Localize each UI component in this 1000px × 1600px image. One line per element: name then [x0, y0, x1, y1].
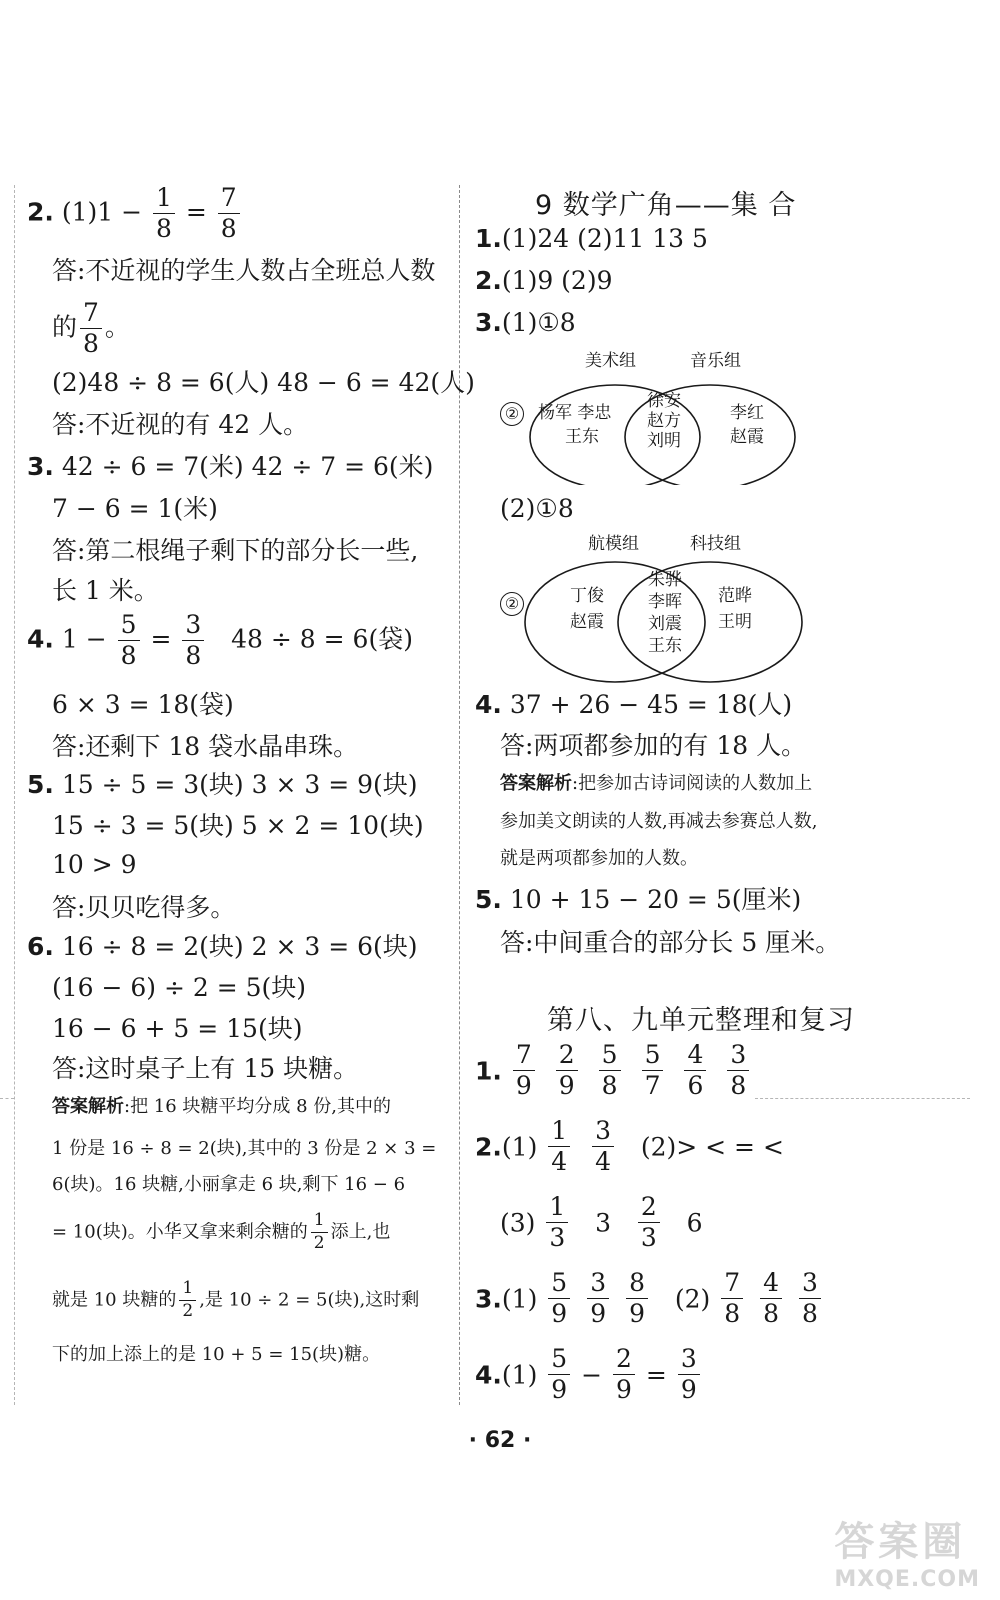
page-number: · 62 · [468, 1428, 532, 1453]
q6-answer: 答:这时桌子上有 15 块糖。 [52, 1054, 359, 1083]
q2-part2: (2)48 ÷ 8 = 6(人) 48 − 6 = 42(人) [52, 368, 475, 397]
q6-line3: 16 − 6 + 5 = 15(块) [52, 1014, 303, 1043]
q3-answer-line1: 答:第二根绳子剩下的部分长一些, [52, 536, 419, 565]
fraction: $\frac{4}{8}$ [760, 1270, 782, 1328]
venn2-right-only-2: 王明 [718, 612, 752, 632]
r-q3-part1: 3.(1)①8 [475, 308, 576, 337]
fraction: $\frac{1}{8}$ [153, 185, 175, 243]
q5-line1: 5. 15 ÷ 5 = 3(块) 3 × 3 = 9(块) [27, 770, 418, 799]
q2-part1: 2. (1)1 − $\frac{1}{8}$ = $\frac{7}{8}$ [27, 185, 243, 243]
fraction: $\frac{5}{8}$ [599, 1042, 621, 1100]
q6-note-line1: 答案解析:把 16 块糖平均分成 8 份,其中的 [52, 1096, 392, 1117]
fraction: $\frac{3}{8}$ [799, 1270, 821, 1328]
venn-diagram-1 [500, 345, 820, 485]
q5-line3: 10 > 9 [52, 850, 137, 879]
fraction: $\frac{5}{9}$ [548, 1270, 570, 1328]
fraction: $\frac{1}{2}$ [179, 1280, 196, 1321]
left-tick-rule [0, 1098, 14, 1099]
r-q4: 4. 37 + 26 − 45 = 18(人) [475, 690, 793, 719]
venn2-right-only-1: 范晔 [718, 586, 752, 606]
fraction: $\frac{2}{9}$ [613, 1346, 635, 1404]
venn-diagram-2 [500, 530, 820, 690]
rv3-part2-fractions [718, 1268, 824, 1329]
watermark-logo: 答案圈 MXQE.COM [834, 1519, 980, 1592]
venn1-left-only-2: 王东 [565, 427, 599, 447]
q5-answer: 答:贝贝吃得多。 [52, 893, 236, 922]
q4-line1: 4. 1 − $\frac{5}{8}$ = $\frac{3}{8}$ 48 ÷ 8 = 6(袋) [27, 610, 413, 671]
section-title: 9 数学广角——集 合 [535, 190, 797, 221]
q2-answer2: 答:不近视的有 42 人。 [52, 410, 309, 439]
q3-answer-line2: 长 1 米。 [52, 576, 159, 605]
fraction: $\frac{3}{9}$ [678, 1346, 700, 1404]
q6-note-line3: 6(块)。16 块糖,小丽拿走 6 块,剩下 16 − 6 [52, 1174, 406, 1195]
rv-q4: 4.(1) $\frac{5}{9}$ − $\frac{2}{9}$ = $\frac{3}{9}$ [475, 1346, 703, 1404]
q3-line1: 3. 42 ÷ 6 = 7(米) 42 ÷ 7 = 6(米) [27, 452, 434, 481]
fraction: $\frac{2}{3}$ [638, 1194, 660, 1252]
q2-answer1-line1: 答:不近视的学生人数占全班总人数 [52, 256, 436, 285]
q6-line1: 6. 16 ÷ 8 = 2(块) 2 × 3 = 6(块) [27, 932, 418, 961]
rv3-part1-fractions [545, 1268, 651, 1329]
venn1-right-only-1: 李红 [730, 403, 764, 423]
fraction: $\frac{7}{8}$ [218, 185, 240, 243]
q4-answer: 答:还剩下 18 袋水晶串珠。 [52, 732, 359, 761]
q2-answer1-line2: 的 $\frac{7}{8}$ 。 [52, 298, 130, 359]
venn1-both-2: 赵方 [647, 411, 681, 431]
review-title: 第八、九单元整理和复习 [547, 1005, 855, 1036]
fraction: $\frac{3}{8}$ [182, 612, 204, 670]
q6-line2: (16 − 6) ÷ 2 = 5(块) [52, 973, 307, 1002]
q5-line2: 15 ÷ 3 = 5(块) 5 × 2 = 10(块) [52, 811, 424, 840]
rv-q1: 1. $\frac{7}{9}$ $\frac{2}{9}$ $\frac{5}{8}$ $\frac{5}{7}$ $\frac{4}{6}$ $\frac{3}{8}$ [475, 1042, 752, 1100]
venn2-left-only-2: 赵霞 [570, 612, 604, 632]
fraction: $\frac{1}{2}$ [311, 1212, 328, 1253]
fraction: $\frac{1}{3}$ [546, 1194, 568, 1252]
rv-q3: 3.(1) $\frac{5}{9}$ $\frac{3}{9}$ $\frac{8}{9}$ (2) $\frac{7}{8}$ $\frac{4}{8}$ $\frac{3}{8}$ [475, 1270, 824, 1328]
venn2-left-label: 航模组 [588, 534, 639, 554]
fraction: $\frac{5}{9}$ [548, 1346, 570, 1404]
fraction: $\frac{7}{8}$ [721, 1270, 743, 1328]
venn2-both-4: 王东 [648, 636, 682, 656]
fraction: $\frac{1}{4}$ [548, 1118, 570, 1176]
venn1-both-1: 徐安 [647, 391, 681, 411]
fraction: $\frac{3}{4}$ [592, 1118, 614, 1176]
venn1-right-only-2: 赵霞 [730, 427, 764, 447]
fraction: $\frac{2}{9}$ [556, 1042, 578, 1100]
venn2-both-3: 刘震 [648, 614, 682, 634]
q3-line2: 7 − 6 = 1(米) [52, 494, 218, 523]
r-q1: 1.(1)24 (2)11 13 5 [475, 224, 708, 253]
venn1-right-label: 音乐组 [690, 351, 741, 371]
venn1-left-only-1: 杨军 李忠 [538, 403, 612, 423]
r-q4-note-line1: 答案解析:把参加古诗词阅读的人数加上 [500, 773, 813, 794]
q6-note-line5: 就是 10 块糖的 $\frac{1}{2}$ ,是 10 ÷ 2 = 5(块),这时剩 [52, 1278, 420, 1321]
venn2-left-only-1: 丁俊 [570, 586, 604, 606]
right-tick-rule [755, 1098, 970, 1099]
r-q4-answer: 答:两项都参加的有 18 人。 [500, 731, 807, 760]
venn1-marker: ② [500, 402, 524, 426]
q6-note-line6: 下的加上添上的是 10 + 5 = 15(块)糖。 [52, 1344, 381, 1365]
fraction: $\frac{7}{8}$ [80, 300, 102, 358]
venn1-left-label: 美术组 [585, 351, 636, 371]
q6-note-line2: 1 份是 16 ÷ 8 = 2(块),其中的 3 份是 2 × 3 = [52, 1138, 437, 1159]
fraction: $\frac{7}{9}$ [513, 1042, 535, 1100]
r-q4-note-line2: 参加美文朗读的人数,再减去参赛总人数, [500, 811, 818, 832]
r-q4-note-line3: 就是两项都参加的人数。 [500, 848, 698, 869]
fraction: $\frac{3}{8}$ [727, 1042, 749, 1100]
q4-line2: 6 × 3 = 18(袋) [52, 690, 234, 719]
fraction: $\frac{8}{9}$ [626, 1270, 648, 1328]
fraction: $\frac{5}{7}$ [642, 1042, 664, 1100]
rv-q2-line2: (3) $\frac{1}{3}$ 3 $\frac{2}{3}$ 6 [500, 1192, 703, 1253]
fraction: $\frac{5}{8}$ [118, 612, 140, 670]
r-q3-part2: (2)①8 [500, 494, 574, 523]
venn2-right-ellipse [618, 562, 802, 682]
fraction: $\frac{3}{9}$ [587, 1270, 609, 1328]
r-q5: 5. 10 + 15 − 20 = 5(厘米) [475, 885, 802, 914]
venn2-right-label: 科技组 [690, 534, 741, 554]
r-q2: 2.(1)9 (2)9 [475, 266, 613, 295]
left-margin-rule [14, 185, 15, 1405]
r-q5-answer: 答:中间重合的部分长 5 厘米。 [500, 928, 841, 957]
venn2-both-2: 李晖 [648, 592, 682, 612]
fraction: $\frac{4}{6}$ [684, 1042, 706, 1100]
rv-q2-line1: 2.(1) $\frac{1}{4}$ $\frac{3}{4}$ (2)> < = < [475, 1116, 784, 1177]
venn2-marker: ② [500, 592, 524, 616]
venn1-both-3: 刘明 [647, 431, 681, 451]
venn2-both-1: 朱骅 [648, 570, 682, 590]
q6-note-line4: = 10(块)。小华又拿来剩余糖的 $\frac{1}{2}$ 添上,也 [52, 1210, 391, 1253]
